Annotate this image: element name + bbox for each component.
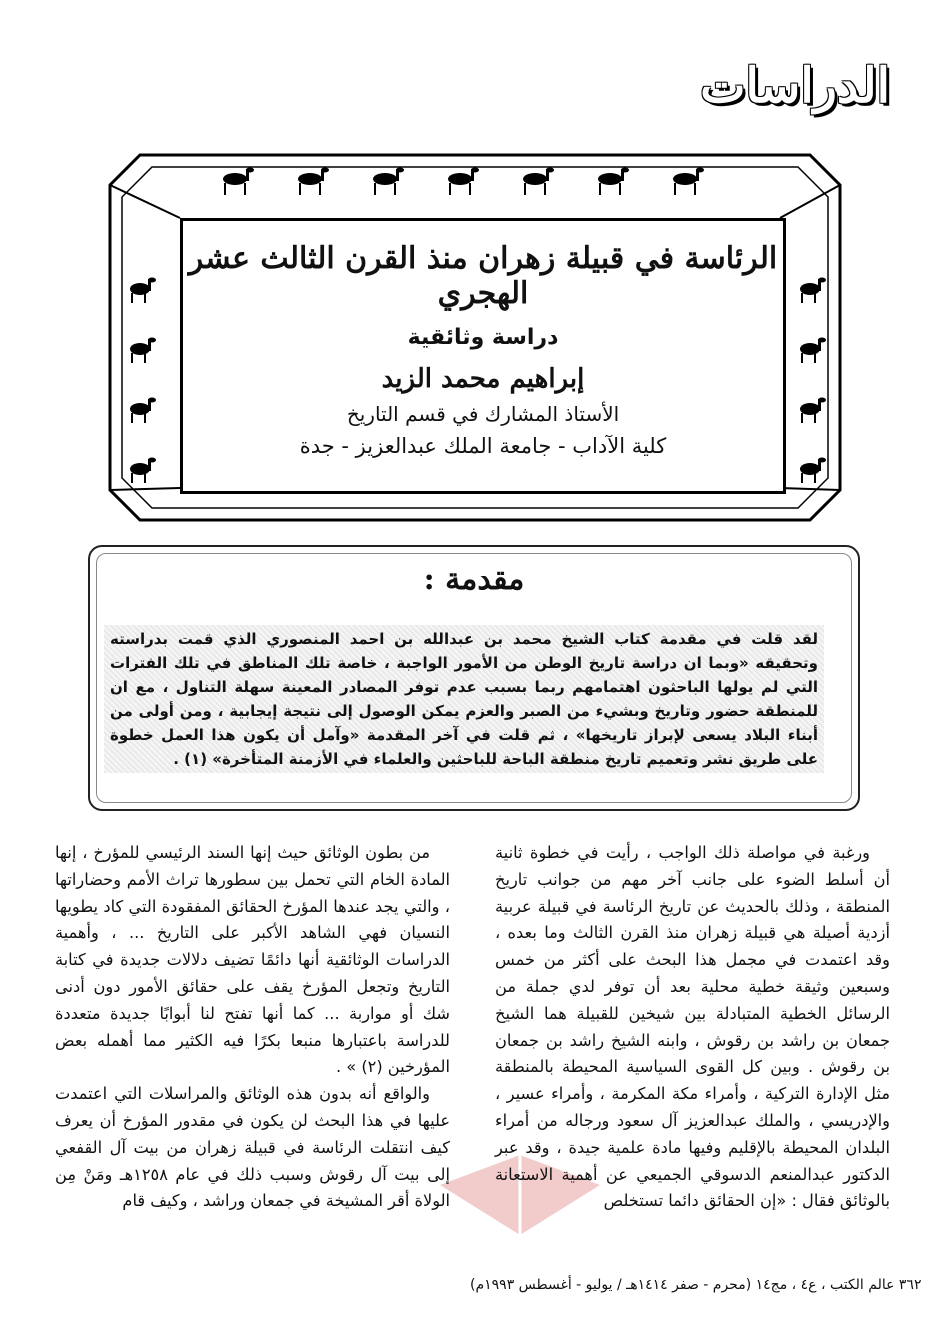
author-name: إبراهيم محمد الزيد <box>381 364 585 394</box>
section-title: الدراسات <box>700 58 890 114</box>
paragraph: ورغبة في مواصلة ذلك الواجب ، رأيت في خطوة ثانية أن أسلط الضوء على جانب آخر مهم من جوانب تاريخ المنطقة ، وذلك بالحديث عن تاريخ الرئاسة في قبيلة عربية أزدية أصيلة هي قبيلة زهران منذ القرن الثالث وما بعده ، وقد اعتمدت في مجمل هذا البحث على أكثر من خمس وسبعين وثيقة خطية محلية بعد أن توفر لدي جملة من الرسائل الخطية المتبادلة بين شيخين للقبيلة هما الشيخ جمعان بن راشد بن رقوش ، وابنه الشيخ راشد بن جمعان بن رقوش . وبين كل القوى السياسية المحيطة بالمنطقة مثل الإدارة التركية ، وأمراء مكة المكرمة ، وأمراء عسير ، والإدريسي ، والملك عبدالعزيز آل سعود ورجاله من أمراء البلدان المحيطة بالإقليم وفيها مادة علمية جيدة ، وقد عبر الدكتور عبدالمنعم الدسوقي الجميعي عن أهمية الاستعانة بالوثائق فقال : «إن الحقائق دائما تستخلص <box>495 843 890 1211</box>
intro-text: لقد قلت في مقدمة كتاب الشيخ محمد بن عبدالله بن احمد المنصوري الذي قمت بدراسته وتحقيقه «وبما ان دراسة تاريخ الوطن من الأمور الواجبة ، خاصة تلك المناطق في تلك الفترات التي لم يولها الباحثون اهتمامهم ربما بسبب عدم توفر المصادر المعينة سهلة التناول ، مع ان للمنطقة حضور وتاريخ وبشيء من الصبر والعزم يمكن الوصول إلى نتيجة إيجابية ، ومن أولى من أبناء البلاد يسعى لإبراز تاريخها» ، ثم قلت في آخر المقدمة «وآمل أن يكون هذا العمل خطوة على طريق نشر وتعميم تاريخ منطقة الباحة للباحثين والعلماء في الأزمنة المتأخرة» (١) . <box>104 625 824 773</box>
intro-box <box>88 545 860 811</box>
article-subtitle: دراسة وثائقية <box>407 325 559 350</box>
camel-column-left <box>130 278 156 484</box>
article-header-box <box>180 218 786 494</box>
author-affiliation: كلية الآداب - جامعة الملك عبدالعزيز - جدة <box>299 434 667 458</box>
page-footer: ٣٦٢ عالم الكتب ، ع٤ ، مج١٤ (محرم - صفر ١٤١٤هـ / يوليو - أغسطس ١٩٩٣م) <box>470 1277 922 1293</box>
paragraph: والواقع أنه بدون هذه الوثائق والمراسلات التي اعتمدت عليها في هذا البحث لن يكون في مقدور المؤرخ أن يعرف كيف انتقلت الرئاسة في قبيلة زهران من بيت آل القفعي إلى بيت آل رقوش وسبب ذلك في عام ١٢٥٨هـ ومَنْ مِن الولاة أقر المشيخة في جمعان وراشد ، وكيف قام <box>55 1084 450 1211</box>
author-position: الأستاذ المشارك في قسم التاريخ <box>346 402 620 426</box>
intro-heading: مقدمة : <box>423 562 525 597</box>
paragraph: من بطون الوثائق حيث إنها السند الرئيسي للمؤرخ ، إنها المادة الخام التي تحمل بين سطورها تراث الأمم وحضاراتها ، والتي يجد عندها المؤرخ الحقائق المفقودة التي كاد يطويها النسيان فهي الشاهد الأكبر على التاريخ ... ، وأهمية الدراسات الوثائقية أنها دائمًا تضيف دلالات جديدة في كتابة التاريخ وتجعل المؤرخ يقف على حقائق الأمور دون أدنى شك أو مواربة ... كما أنها تفتح لنا أبوابًا جديدة متعددة للدراسة باعتبارها منبعا بكرًا فيه الكثير مما أهمله بعض المؤرخين (٢) » . <box>55 843 450 1077</box>
camel-row-top <box>223 168 704 196</box>
camel-column-right <box>800 278 826 484</box>
body-column-right <box>495 840 890 1215</box>
article-title: الرئاسة في قبيلة زهران منذ القرن الثالث عشر الهجري <box>188 241 778 311</box>
body-column-left <box>55 840 450 1215</box>
